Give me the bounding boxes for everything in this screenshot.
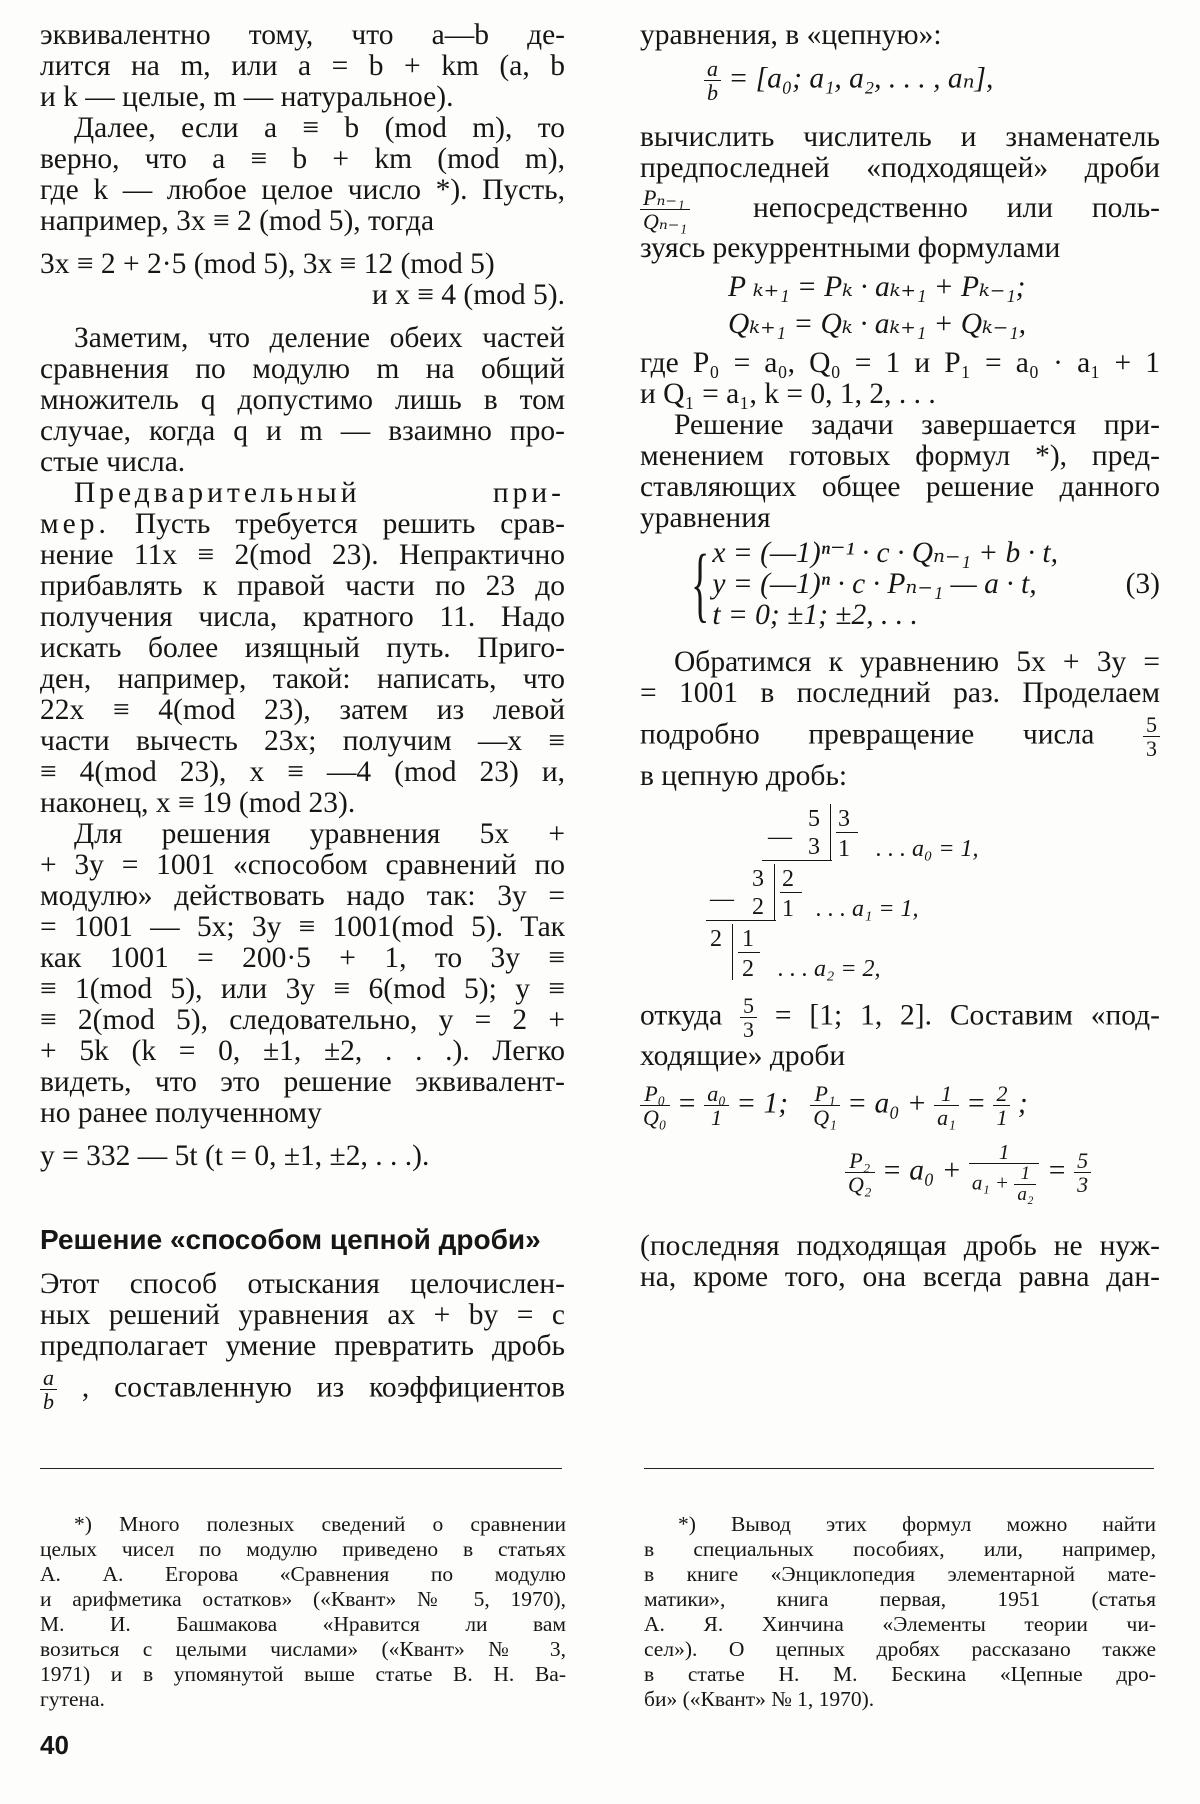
text-line: ≡ 2(mod 5), следовательно, y = 2 +	[40, 1004, 565, 1036]
footnote-line: в статье Н. М. Бескина «Цепные дро-	[644, 1662, 1156, 1686]
right-column	[640, 20, 1160, 1293]
text-line: где k — любое целое число *). Пусть,	[40, 174, 565, 206]
equation: и x ≡ 4 (mod 5).	[371, 279, 565, 311]
text-line: вычислить числитель и знаменатель	[640, 121, 1160, 154]
text-line: уравнения	[640, 502, 771, 535]
footnote-line: *) Вывод этих формул можно найти	[678, 1512, 1156, 1536]
text-line	[40, 509, 565, 540]
footnote-left	[40, 1512, 566, 1712]
text-line: = 1001 в последний раз. Проделаем	[640, 677, 1160, 710]
spaced-heading: Предварительный при-	[74, 477, 565, 509]
text-line: множитель q допустимо лишь в том	[40, 384, 565, 416]
equation: y = (—1)ⁿ · c · Pₙ₋₁ — a · t,	[712, 568, 1037, 601]
continued-fraction-ladder: — 5 3 3 1 . . . a₀ = 1, — 3 2 2 1 . . . a₁ = 1, 2 1 2 . . . a₂ = 2,	[640, 800, 1160, 986]
text-line: подробно превращение числа $\frac{5}{3}$	[640, 713, 1160, 760]
page-number: 40	[40, 1730, 69, 1760]
minus-sign: —	[710, 885, 734, 912]
text-line	[40, 1366, 565, 1413]
footnote-line: 1971) и в упомянутой выше статье В. Н. Ва-	[40, 1662, 566, 1686]
text-line: предполагает умение превратить дробь	[40, 1330, 565, 1362]
text-line: зуясь рекуррентными формулами	[640, 232, 1061, 265]
text-line: ≡ 4(mod 23), x ≡ —4 (mod 23) и,	[40, 756, 565, 788]
text-line: в цепную дробь:	[640, 759, 848, 792]
text-line: $\frac{\text{Pₙ₋₁}}{\text{Qₙ₋₁}}$ непосредственно или поль-	[640, 186, 1160, 233]
fraction-5-over-3: $\frac{5}{3}$	[740, 994, 757, 1041]
text-line: уравнения, в «цепную»:	[640, 19, 942, 51]
left-column	[40, 20, 565, 1413]
text-line: например, 3x ≡ 2 (mod 5), тогда	[40, 205, 435, 237]
text-line: Решение задачи завершается при-	[674, 409, 1160, 442]
equation: t = 0; ±1; ±2, . . .	[712, 599, 918, 632]
equation: y = 332 — 5t (t = 0, ±1, ±2, . . .).	[40, 1140, 430, 1172]
equation-system: { x = (—1)ⁿ⁻¹ · c · Qₙ₋₁ + b · t, y = (—1)ⁿ · c · Pₙ₋₁ — a · t, t = 0; ±1; ±2, . . . (3)	[691, 537, 1160, 632]
footnote-line: А. Я. Хинчина «Элементы теории чи-	[644, 1612, 1156, 1636]
text-line: случае, когда q и m — взаимно про-	[40, 415, 565, 447]
footnote-line: сел»). О цепных дробях рассказано также	[644, 1637, 1156, 1661]
text-line: + 3y = 1001 «способом сравнений по	[40, 849, 565, 881]
footnote-line: би» («Квант» № 1, 1970).	[644, 1687, 875, 1711]
equation: P ₖ₊₁ = Pₖ · aₖ₊₁ + Pₖ₋₁;	[728, 271, 1026, 304]
text-line: лится на m, или a = b + km (a, b	[40, 50, 565, 82]
text-line: верно, что a ≡ b + km (mod m),	[40, 143, 565, 175]
minus-sign: —	[768, 823, 792, 850]
text-line: прибавлять к правой части по 23 до	[40, 570, 565, 602]
text-line: и k — целые, m — натуральное).	[40, 81, 454, 113]
text-fragment: , составленную из коэффициентов	[81, 1371, 566, 1404]
fraction-a-over-b: $\frac{a}{b}$	[704, 57, 721, 104]
text-line: откуда $\frac{5}{3}$ = [1; 1, 2]. Составим «под-	[640, 992, 1160, 1042]
footnote-line: матики», книга первая, 1951 (статья	[644, 1587, 1156, 1611]
text-line: нение 11x ≡ 2(mod 23). Непрактично	[40, 539, 565, 571]
text-line: ставляющих общее решение данного	[640, 471, 1160, 504]
text-line: Далее, если a ≡ b (mod m), то	[74, 112, 565, 144]
footnote-right	[644, 1512, 1156, 1712]
text-line: Этот способ отыскания целочислен-	[40, 1268, 565, 1300]
text-line: эквивалентно тому, что a—b де-	[40, 19, 565, 51]
equation-number: (3)	[1125, 568, 1160, 601]
text-line: = 1001 — 5x; 3y ≡ 1001(mod 5). Так	[40, 911, 565, 943]
text-line: части вычесть 23x; получим —x ≡	[40, 725, 565, 757]
footnote-divider	[644, 1468, 1154, 1469]
footnote-line: целых чисел по модулю приведено в статьях	[40, 1537, 566, 1561]
fraction-pn1-over-qn1: $\frac{\text{Pₙ₋₁}}{\text{Qₙ₋₁}}$	[640, 186, 690, 233]
equation: Qₖ₊₁ = Qₖ · aₖ₊₁ + Qₖ₋₁,	[728, 308, 1026, 341]
equation: $\frac{a}{b}$ = [a₀; a₁, a₂, . . . , aₙ],	[704, 57, 1160, 104]
text-line: но ранее полученному	[40, 1097, 322, 1129]
equation: 3x ≡ 2 + 2·5 (mod 5), 3x ≡ 12 (mod 5)	[40, 248, 495, 280]
footnote-line: М. И. Башмакова «Нравится ли вам	[40, 1612, 566, 1636]
text-line: Для решения уравнения 5x +	[74, 818, 565, 850]
text-line: предпоследней «подходящей» дроби	[640, 152, 1160, 185]
text-line: ходящие» дроби	[640, 1039, 846, 1072]
fraction-5-over-3: $\frac{5}{3}$	[1143, 713, 1160, 760]
footnote-line: и арифметика остатков» («Квант» № 5, 1970),	[40, 1587, 566, 1611]
spaced-word: мер.	[40, 508, 110, 540]
text-line: Обратимся к уравнению 5x + 3y =	[674, 646, 1160, 679]
text-line: получения числа, кратного 11. Надо	[40, 601, 565, 633]
text-line: наконец, x ≡ 19 (mod 23).	[40, 787, 356, 819]
text-line: ден, например, такой: написать, что	[40, 663, 565, 695]
footnote-line: в книге «Энциклопедия элементарной мате-	[644, 1562, 1156, 1586]
text-line: менением готовых формул *), пред-	[640, 440, 1160, 473]
equation: x = (—1)ⁿ⁻¹ · c · Qₙ₋₁ + b · t,	[712, 537, 1058, 570]
text-line: как 1001 = 200·5 + 1, то 3y ≡	[40, 942, 565, 974]
convergents-line-2: $\frac{\text{P₂}}{\text{Q₂}}$ = a₀ + 1 a₁ + $\frac{1}{\text{a₂}}$ = $\frac{5}{3}$	[845, 1141, 1160, 1205]
text-line: на, кроме того, она всегда равна дан-	[640, 1260, 1160, 1293]
text-line: стые числа.	[40, 446, 186, 478]
text-line: ных решений уравнения ax + by = c	[40, 1299, 565, 1331]
text-fragment: Пусть требуется решить срав-	[134, 508, 565, 540]
text-line: искать более изящный путь. Приго-	[40, 632, 565, 664]
text-line: + 5k (k = 0, ±1, ±2, . . .). Легко	[40, 1035, 565, 1067]
footnote-line: *) Много полезных сведений о сравнении	[74, 1512, 566, 1536]
text-line: сравнения по модулю m на общий	[40, 353, 565, 385]
convergents-line-1: $\frac{\text{P₀}}{\text{Q₀}}$ = $\frac{\text{a₀}}{1}$ = 1; $\frac{\text{P₁}}{\text{Q₁}}$ = a₀ + $\frac{1}{\text{a₁}}$ = $\frac{2}{1}$ ;	[640, 1082, 1160, 1129]
footnote-line: А. А. Егорова «Сравнения по модулю	[40, 1562, 566, 1586]
text-line: 22x ≡ 4(mod 23), затем из левой	[40, 694, 565, 726]
text-line: модулю» действовать надо так: 3y =	[40, 880, 565, 912]
text-line: Заметим, что деление обеих частей	[74, 322, 565, 354]
footnote-line: в специальных пособиях, или, например,	[644, 1537, 1156, 1561]
fraction-a-over-b: $\frac{a}{b}$	[40, 1366, 57, 1413]
text-line: ≡ 1(mod 5), или 3y ≡ 6(mod 5); y ≡	[40, 973, 565, 1005]
text-line: где P₀ = a₀, Q₀ = 1 и P₁ = a₀ · a₁ + 1	[640, 347, 1160, 380]
footnote-line: возиться с целыми числами» («Квант» № 3,	[40, 1637, 566, 1661]
text-line: (последняя подходящая дробь не нуж-	[640, 1229, 1160, 1262]
text-line: видеть, что это решение эквивалент-	[40, 1066, 565, 1098]
text-line: и Q₁ = a₁, k = 0, 1, 2, . . .	[640, 378, 936, 411]
footnote-divider	[40, 1468, 562, 1469]
section-heading: Решение «способом цепной дроби»	[40, 1224, 541, 1255]
footnote-line: гутена.	[40, 1687, 105, 1711]
